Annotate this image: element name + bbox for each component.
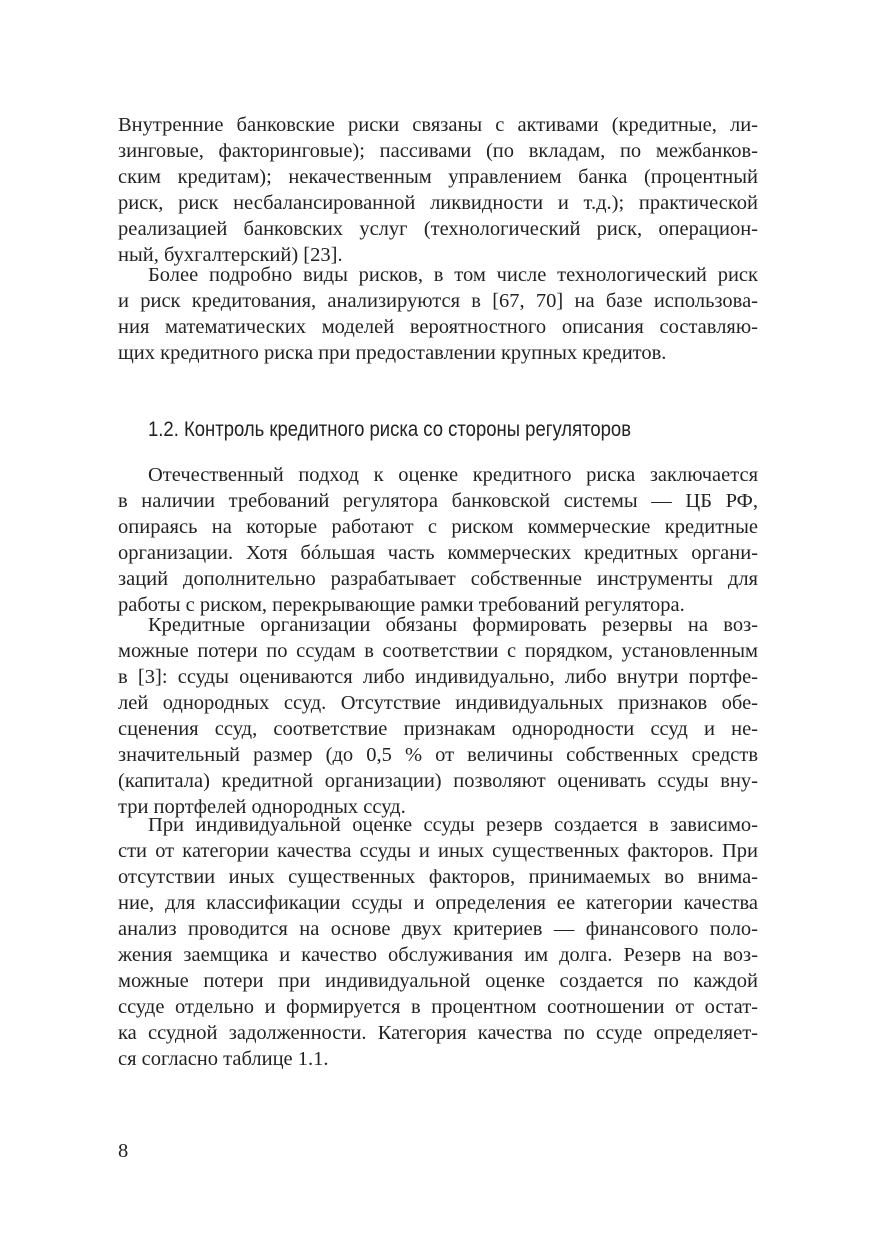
paragraph-line: лей однородных ссуд. Отсутствие индивидуальных признаков обе-: [118, 692, 758, 714]
paragraph-line: ка ссудной задолженности. Категория качества по ссуде определяет-: [118, 1022, 758, 1044]
paragraph-line: организации. Хотя бóльшая часть коммерческих кредитных органи-: [118, 542, 758, 564]
paragraph-domestic-approach: [118, 462, 758, 618]
paragraph-line: ния математических моделей вероятностного описания составляю-: [118, 316, 758, 338]
paragraph-line: три портфелей однородных ссуд.: [118, 796, 406, 818]
paragraph-line: заций дополнительно разрабатывает собственные инструменты для: [118, 568, 758, 590]
section-heading: 1.2. Контроль кредитного риска со стороны регуляторов: [148, 417, 632, 441]
paragraph-line: можные потери по ссудам в соответствии с порядком, установленным: [118, 640, 758, 662]
paragraph-line: ским кредитам); некачественным управлением банка (процентный: [118, 166, 758, 188]
paragraph-line: При индивидуальной оценке ссуды резерв создается в зависимо-: [148, 814, 758, 836]
paragraph-line: и риск кредитования, анализируются в [67, 70] на базе использова-: [118, 290, 758, 312]
paragraph-line: зинговые, факторинговые); пассивами (по вкладам, по межбанков-: [118, 140, 758, 162]
paragraph-line: в наличии требований регулятора банковской системы — ЦБ РФ,: [118, 490, 758, 512]
paragraph-line: Кредитные организации обязаны формировать резервы на воз-: [148, 614, 758, 636]
paragraph-line: (капитала) кредитной организации) позволяют оценивать ссуды вну-: [118, 770, 758, 792]
paragraph-line: ся согласно таблице 1.1.: [118, 1048, 329, 1070]
paragraph-internal-risks: [118, 112, 758, 268]
paragraph-line: ссуде отдельно и формируется в процентном соотношении от остат-: [118, 996, 758, 1018]
paragraph-line: отсутствии иных существенных факторов, принимаемых во внима-: [118, 866, 758, 888]
paragraph-line: сти от категории качества ссуды и иных существенных факторов. При: [118, 840, 758, 862]
paragraph-line: ный, бухгалтерский) [23].: [118, 244, 343, 266]
paragraph-line: риск, риск несбалансированной ликвидности и т.д.); практической: [118, 192, 758, 214]
paragraph-line: Отечественный подход к оценке кредитного риска заключается: [148, 464, 758, 486]
paragraph-individual-assessment: [118, 812, 758, 1072]
paragraph-line: можные потери при индивидуальной оценке создается по каждой: [118, 970, 758, 992]
paragraph-loan-reserves: [118, 612, 758, 820]
paragraph-line: работы с риском, перекрывающие рамки требований регулятора.: [118, 594, 685, 616]
paragraph-risk-types: [118, 262, 758, 366]
paragraph-line: Более подробно виды рисков, в том числе технологический риск: [148, 264, 758, 286]
paragraph-line: анализ проводится на основе двух критериев — финансового поло-: [118, 918, 758, 940]
paragraph-line: щих кредитного риска при предоставлении крупных кредитов.: [118, 342, 667, 364]
page-number: 8: [118, 1140, 129, 1162]
paragraph-line: опираясь на которые работают с риском коммерческие кредитные: [118, 516, 758, 538]
paragraph-line: реализацией банковских услуг (технологический риск, операцион-: [118, 218, 758, 240]
paragraph-line: жения заемщика и качество обслуживания им долга. Резерв на воз-: [118, 944, 758, 966]
paragraph-line: ние, для классификации ссуды и определения ее категории качества: [118, 892, 758, 914]
paragraph-line: Внутренние банковские риски связаны с активами (кредитные, ли-: [118, 114, 758, 136]
paragraph-line: сценения ссуд, соответствие признакам однородности ссуд и не-: [118, 718, 758, 740]
paragraph-line: в [3]: ссуды оцениваются либо индивидуально, либо внутри портфе-: [118, 666, 758, 688]
paragraph-line: значительный размер (до 0,5 % от величины собственных средств: [118, 744, 758, 766]
